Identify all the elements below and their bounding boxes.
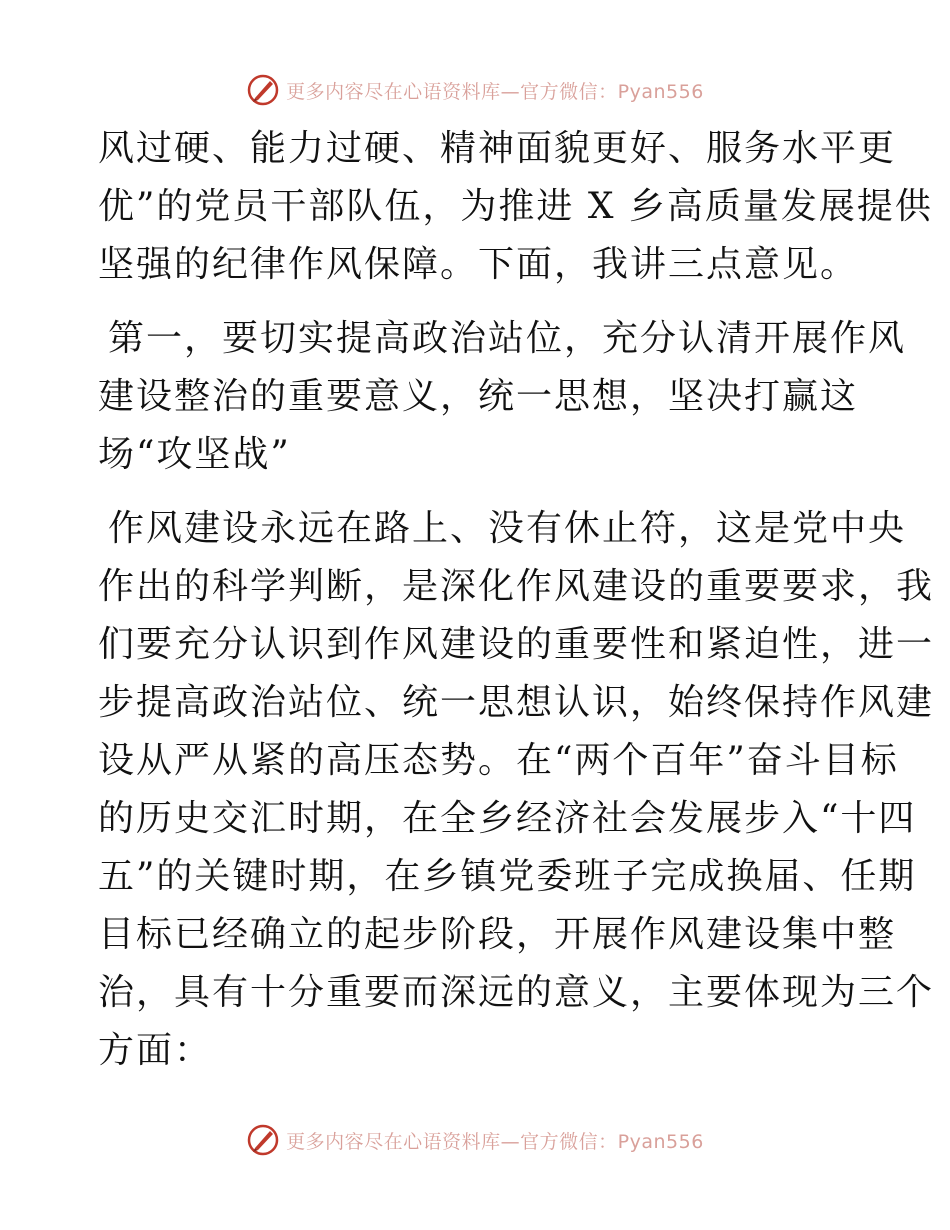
watermark-text: 更多内容尽在心语资料库—官方微信：Pyan556: [286, 80, 704, 103]
watermark-text: 更多内容尽在心语资料库—官方微信：Pyan556: [286, 1130, 704, 1153]
text-line: 作风建设永远在路上、没有休止符，这是党中央: [108, 508, 907, 549]
text-line: 们要充分认识到作风建设的重要性和紧迫性，进一: [98, 624, 935, 665]
text-line: 设从严从紧的高压态势。在“两个百年”奋斗目标: [98, 740, 899, 781]
paragraph-body: [98, 500, 935, 1080]
heading-line: 建设整治的重要意义，统一思想，坚决打赢这: [98, 376, 859, 417]
text-line: 的历史交汇时期，在全乡经济社会发展步入“十四: [98, 798, 917, 839]
text-line: 五”的关键时期，在乡镇党委班子完成换届、任期: [98, 856, 917, 897]
feather-pen-logo-icon: [246, 73, 280, 107]
feather-pen-logo-icon: [246, 1123, 280, 1157]
text-line: 目标已经确立的起步阶段，开展作风建设集中整: [98, 914, 897, 955]
text-line: 风过硬、能力过硬、精神面貌更好、服务水平更: [98, 128, 897, 169]
text-line: 优”的党员干部队伍，为推进 X 乡高质量发展提供: [98, 186, 933, 227]
document-body: [98, 120, 935, 1080]
footer-watermark: [0, 1120, 950, 1160]
text-line: 治，具有十分重要而深远的意义，主要体现为三个: [98, 972, 935, 1013]
heading-line: 第一，要切实提高政治站位，充分认清开展作风: [108, 318, 907, 359]
section-heading: [98, 310, 907, 484]
text-line: 坚强的纪律作风保障。下面，我讲三点意见。: [98, 244, 859, 285]
text-line: 步提高政治站位、统一思想认识，始终保持作风建: [98, 682, 935, 723]
text-line: 方面：: [98, 1030, 213, 1071]
paragraph-intro: [98, 120, 933, 294]
text-line: 作出的科学判断，是深化作风建设的重要要求，我: [98, 566, 935, 607]
header-watermark: [0, 70, 950, 110]
heading-line: 场“攻坚战”: [98, 434, 291, 475]
